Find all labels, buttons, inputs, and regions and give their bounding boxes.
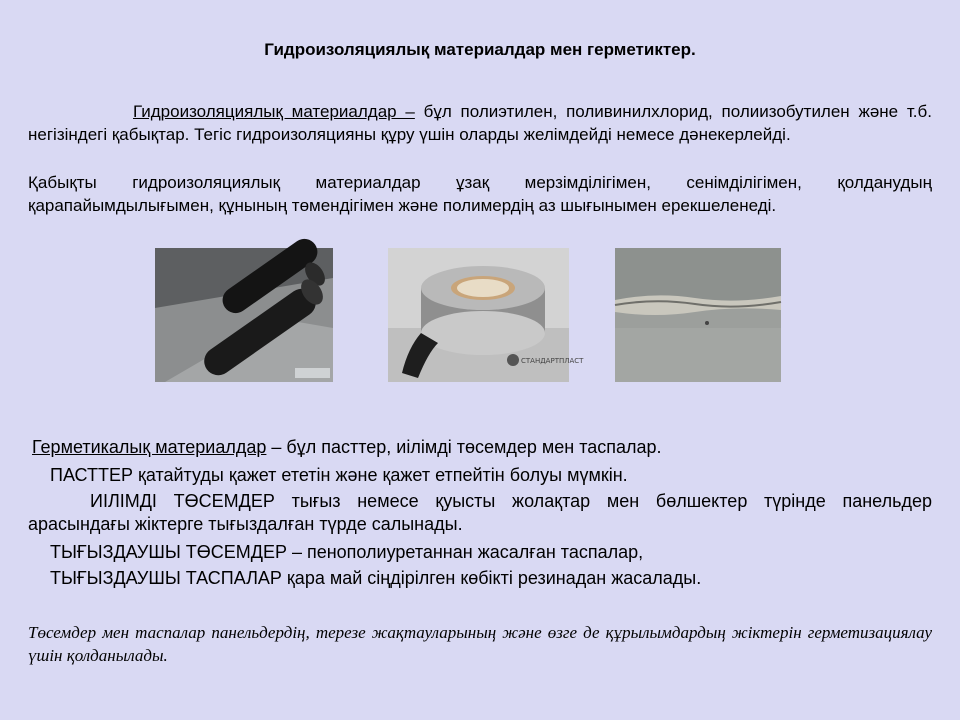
paragraph-waterproofing-definition (28, 100, 932, 146)
roll-membrane-image (155, 248, 333, 382)
wall-joint-image (615, 248, 781, 382)
paragraph-sealing-tapes: ТЫҒЫЗДАУШЫ ТАСПАЛАР қара май сіңдірілген көбікті резинадан жасалады. (50, 568, 702, 588)
definition-text: бұл полиэтилен, поливинилхлорид, полиизобутилен және т.б. негізіндегі қабықтар. Тегіс гидроизоляцияны құру үшін оларды желімдейді немесе дәнекерлейді. (28, 102, 932, 144)
sealants-text: – бұл пасттер, иілімді төсемдер мен таспалар. (266, 437, 662, 457)
sealing-tape-image (388, 248, 584, 382)
term-sealants: Герметикалық материалдар (32, 437, 267, 457)
paragraph-sealants-definition (32, 436, 662, 459)
paragraph-sealing-gaskets: ТЫҒЫЗДАУШЫ ТӨСЕМДЕР – пенополиуретаннан жасалған таспалар, (50, 542, 644, 562)
tape-brand-label: СТАНДАРТПЛАСТ (521, 357, 584, 365)
slide-title: Гидроизоляциялық материалдар мен герметиктер. (264, 40, 696, 59)
paragraph-pastes: ПАСТТЕР қатайтуды қажет ететін және қажет етпейтін болуы мүмкін. (50, 465, 628, 485)
paragraph-usage-note: Төсемдер мен таспалар панельдердің, терезе жақтауларының және өзге де құрылымдардың жіктерін герметизациялау үшін қолданылады. (28, 623, 932, 665)
paragraph-flexible-gaskets: ИІЛІМДІ ТӨСЕМДЕР тығыз немесе қуысты жолақтар мен бөлшектер түрінде панельдер арасындағы жіктерге тығыздалған түрде салынады. (28, 491, 932, 534)
term-waterproofing: Гидроизоляциялық материалдар – (133, 102, 415, 121)
paragraph-film-advantages: Қабықты гидроизоляциялық материалдар ұзақ мерзімділігімен, сенімділігімен, қолданудың қарапайымдылығымен, құнының төмендігімен және полимердің аз шығынымен ерекшеленеді. (28, 173, 932, 215)
